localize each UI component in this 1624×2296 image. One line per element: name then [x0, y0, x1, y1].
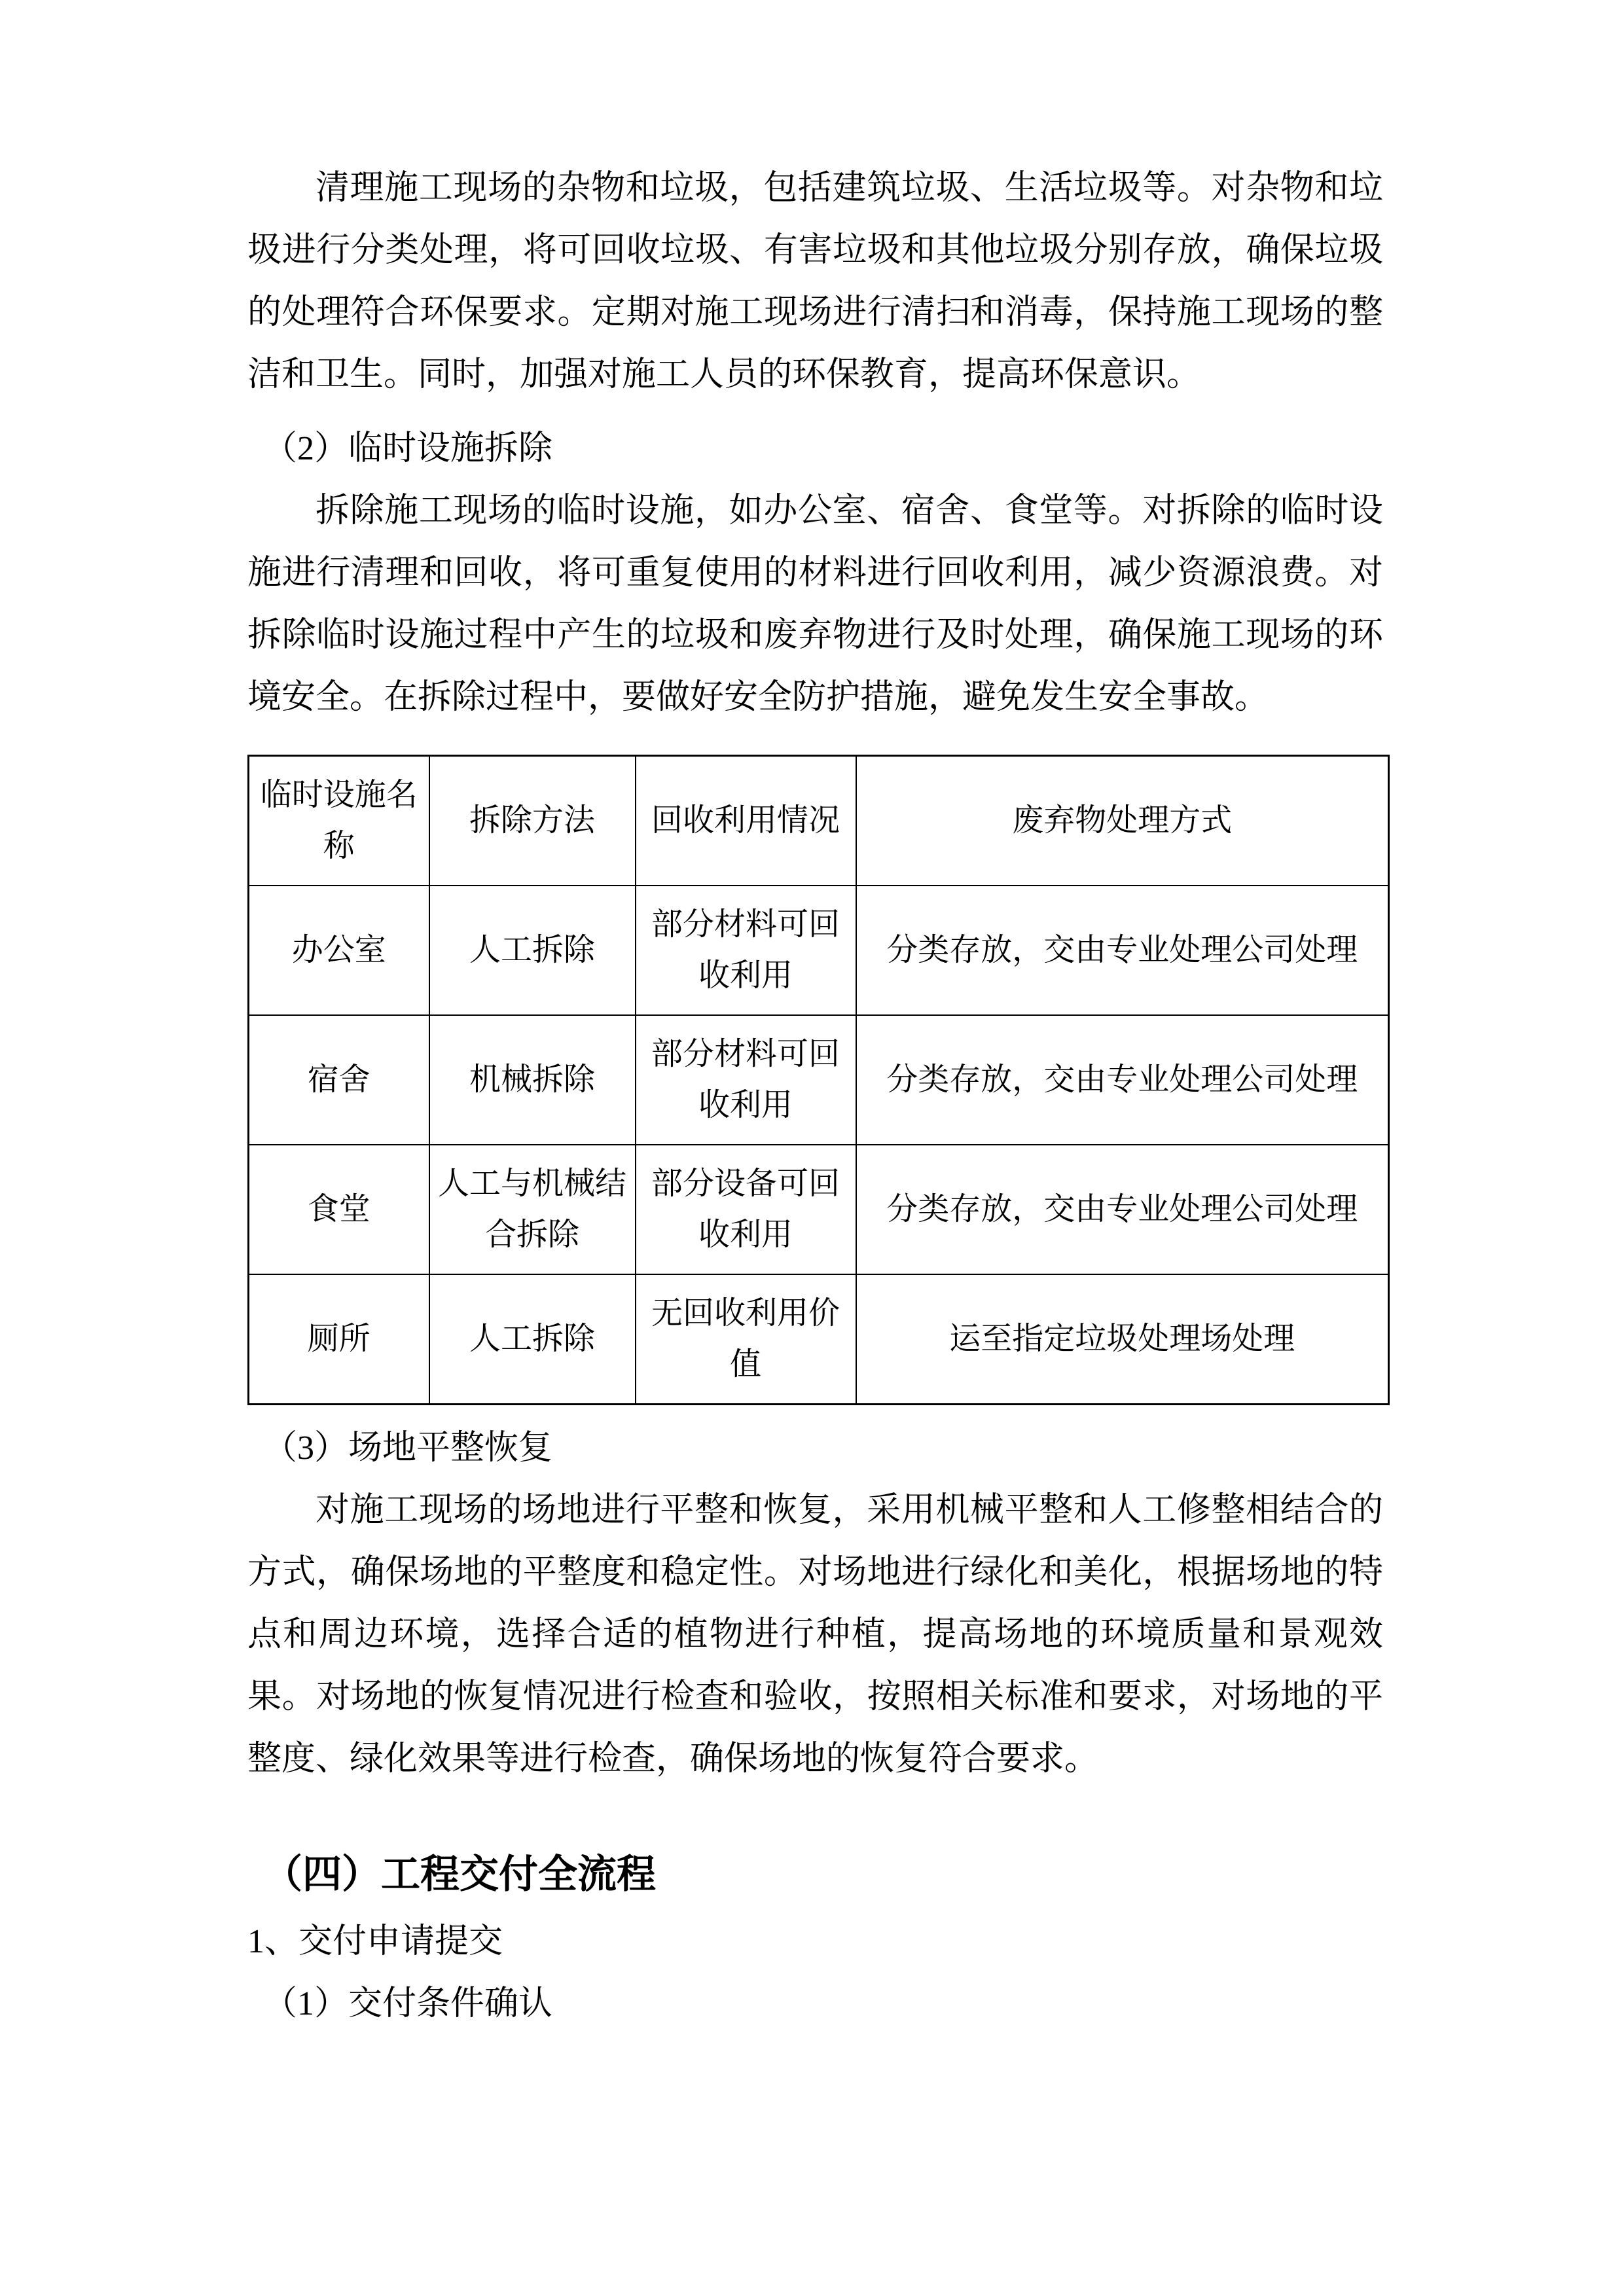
- table-cell-disposal: 分类存放，交由专业处理公司处理: [856, 1015, 1389, 1145]
- table-header-row: [249, 756, 1389, 886]
- table-cell-disposal: 运至指定垃圾处理场处理: [856, 1274, 1389, 1405]
- table-header-cell-waste-disposal: 废弃物处理方式: [856, 756, 1389, 886]
- spacer: [247, 1790, 1383, 1839]
- table-cell-disposal: 分类存放，交由专业处理公司处理: [856, 886, 1389, 1015]
- paragraph-site-leveling-restoration: 对施工现场的场地进行平整和恢复，采用机械平整和人工修整相结合的方式，确保场地的平整度和稳定性。对场地进行绿化和美化，根据场地的特点和周边环境，选择合适的植物进行种植，提高场地的环境质量和景观效果。对场地的恢复情况进行检查和验收，按照相关标准和要求，对场地的平整度、绿化效果等进行检查，确保场地的恢复符合要求。: [247, 1492, 1383, 1778]
- heading-delivery-application-submission: 1、交付申请提交: [247, 1923, 503, 1960]
- table-cell-recycling: 无回收利用价值: [636, 1274, 856, 1405]
- table-cell-facility: 办公室: [249, 886, 429, 1015]
- table-header-cell-recycling-status: 回收利用情况: [636, 756, 856, 886]
- table-cell-disposal: 分类存放，交由专业处理公司处理: [856, 1145, 1389, 1274]
- table-cell-recycling: 部分材料可回收利用: [636, 886, 856, 1015]
- table-cell-method: 人工拆除: [429, 1274, 636, 1405]
- table-row: [249, 1015, 1389, 1145]
- paragraph-site-cleanup: 清理施工现场的杂物和垃圾，包括建筑垃圾、生活垃圾等。对杂物和垃圾进行分类处理，将可回收垃圾、有害垃圾和其他垃圾分别存放，确保垃圾的处理符合环保要求。定期对施工现场进行清扫和消毒，保持施工现场的整洁和卫生。同时，加强对施工人员的环保教育，提高环保意识。: [247, 170, 1383, 393]
- spacer: [247, 1405, 1383, 1417]
- paragraph-temporary-facility-demolition: 拆除施工现场的临时设施，如办公室、宿舍、食堂等。对拆除的临时设施进行清理和回收，将可重复使用的材料进行回收利用，减少资源浪费。对拆除临时设施过程中产生的垃圾和废弃物进行及时处理，确保施工现场的环境安全。在拆除过程中，要做好安全防护措施，避免发生安全事故。: [247, 492, 1383, 716]
- table-cell-method: 人工拆除: [429, 886, 636, 1015]
- table-cell-method: 机械拆除: [429, 1015, 636, 1145]
- table-row: [249, 1274, 1389, 1405]
- table-row: [249, 886, 1389, 1015]
- heading-delivery-condition-confirmation: （1）交付条件确认: [263, 1985, 553, 2022]
- spacer: [247, 728, 1383, 755]
- heading-site-leveling-restoration: （3）场地平整恢复: [263, 1429, 553, 1467]
- heading-temporary-facility-demolition: （2）临时设施拆除: [263, 430, 553, 467]
- table-row: [249, 1145, 1389, 1274]
- spacer: [247, 406, 1383, 418]
- table-cell-facility: 食堂: [249, 1145, 429, 1274]
- table-header-cell-demolition-method: 拆除方法: [429, 756, 636, 886]
- heading-project-delivery-process: （四）工程交付全流程: [263, 1853, 656, 1896]
- table-cell-method: 人工与机械结合拆除: [429, 1145, 636, 1274]
- page-content: [247, 157, 1383, 2035]
- table-cell-facility: 宿舍: [249, 1015, 429, 1145]
- temporary-facility-demolition-table: [247, 755, 1390, 1405]
- table-cell-recycling: 部分材料可回收利用: [636, 1015, 856, 1145]
- table-cell-recycling: 部分设备可回收利用: [636, 1145, 856, 1274]
- table-cell-facility: 厕所: [249, 1274, 429, 1405]
- table-header-cell-facility-name: 临时设施名称: [249, 756, 429, 886]
